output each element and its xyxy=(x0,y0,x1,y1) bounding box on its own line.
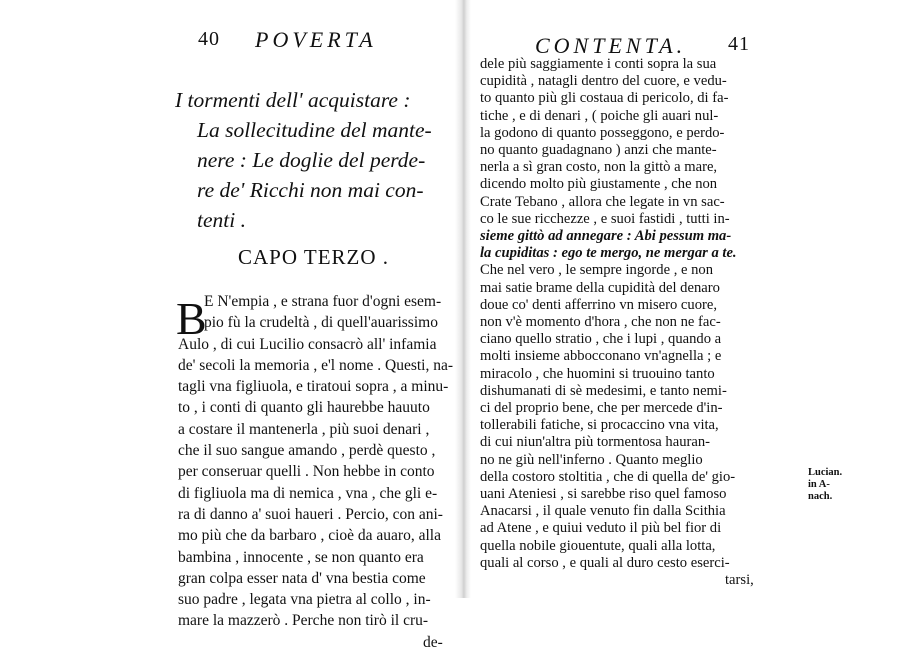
text-line: quali al corso , e quali al duro cesto eserci- xyxy=(480,554,730,571)
text-line: mai satie brame della cupidità del denaro xyxy=(480,279,720,296)
text-line: co le sue ricchezze , e suoi fastidi , tutti in- xyxy=(480,210,730,227)
text-line: dishumanati di sè medesimi, e tanto nemi- xyxy=(480,382,727,399)
text-line: tollerabili fatiche, si procaccino vna vita, xyxy=(480,417,719,434)
latin-quote-line: sieme gittò ad annegare : Abi pessum ma- xyxy=(480,228,732,245)
text-line: tiche , e di denari , ( poiche gli auari nul- xyxy=(480,107,719,124)
left-page-number: 40 xyxy=(198,28,220,50)
text-line: ci del proprio bene, che per mercede d'in- xyxy=(480,400,723,417)
text-line: non v'è momento d'hora , che non ne fac- xyxy=(480,314,721,331)
text-line: nerla a sì gran costo, non la gittò a mare, xyxy=(480,159,718,176)
text-line: molti insieme abbocconano vn'agnella ; e xyxy=(480,348,722,365)
text-line: mare la mazzerò . Perche non tirò il cru- xyxy=(178,612,429,630)
chapter-title: CAPO TERZO . xyxy=(238,245,390,269)
text-line: no quanto guadagnano ) anzi che mante- xyxy=(480,142,717,159)
margin-note-line: Lucian. xyxy=(808,467,843,478)
catchword: tarsi, xyxy=(725,572,754,589)
text-line: Anacarsi , il quale venuto fin dalla Scithia xyxy=(480,503,726,520)
text-line: dicendo molto più giustamente , che non xyxy=(480,176,718,193)
text-line: ad Atene , e quiui veduto il più bel fior di xyxy=(480,520,722,537)
summary-line: re de' Ricchi non mai con- xyxy=(197,178,424,202)
text-line: to , i conti di quanto gli haurebbe hauuto xyxy=(178,399,430,417)
text-line: suo padre , legata vna pietra al collo , in- xyxy=(178,591,431,609)
left-body-text xyxy=(178,291,453,653)
text-line: tagli vna figliuola, e tiratoui sopra , a minu- xyxy=(178,378,449,396)
text-line: miracolo , che huomini si truouino tanto xyxy=(480,365,715,382)
text-line: de' secoli la memoria , e'l nome . Questi, na- xyxy=(178,356,454,374)
text-line: per conseruar quelli . Non hebbe in conto xyxy=(178,463,435,481)
text-line: quella nobile giouentute, quali alla lotta, xyxy=(480,537,716,554)
summary-line: tenti . xyxy=(197,208,246,232)
catchword: de- xyxy=(423,633,443,651)
text-line: doue co' denti afferrino vn misero cuore, xyxy=(480,296,717,313)
chapter-summary xyxy=(175,85,465,235)
summary-line: La sollecitudine del mante- xyxy=(197,118,432,142)
right-body-text xyxy=(480,56,754,589)
text-line: gran colpa esser nata d' vna bestia come xyxy=(178,569,426,587)
text-line: to quanto più gli costaua di pericolo, di fa- xyxy=(480,90,729,107)
text-line: cupidità , natagli dentro del cuore, e vedu- xyxy=(480,73,727,90)
text-line: ciano quello stratio , che i lupi , quando a xyxy=(480,331,722,348)
left-running-head: POVERTA xyxy=(255,27,377,52)
text-line: Aulo , di cui Lucilio consacrò all' infamia xyxy=(178,335,437,353)
text-line: no ne giù nell'inferno . Quanto meglio xyxy=(480,451,703,468)
text-line: di cui niun'altra più tormentosa hauran- xyxy=(480,434,710,451)
text-line: che il suo sangue amando , perdè questo , xyxy=(178,442,436,460)
right-page-number: 41 xyxy=(728,33,750,55)
text-line: E N'empia , e strana fuor d'ogni esem- xyxy=(204,293,442,310)
summary-line: nere : Le doglie del perde- xyxy=(197,148,426,172)
text-line: uani Ateniesi , si sarebbe riso quel famoso xyxy=(480,486,727,503)
text-line: Crate Tebano , allora che legate in vn sac- xyxy=(480,193,725,210)
text-line: mo più che da barbaro , cioè da auaro, alla xyxy=(178,527,441,545)
drop-cap: B xyxy=(176,293,207,344)
margin-note-line: in A- xyxy=(808,479,830,490)
margin-note-line: nach. xyxy=(808,491,833,502)
right-running-head: CONTENTA. xyxy=(535,33,687,58)
summary-line: I tormenti dell' acquistare : xyxy=(175,88,411,112)
text-line: bambina , innocente , se non quanto era xyxy=(178,548,424,566)
latin-quote-line: la cupiditas : ego te mergo, ne mergar a te. xyxy=(480,245,737,262)
text-line: pio fù la crudeltà , di quell'auarissimo xyxy=(204,314,438,332)
margin-note xyxy=(808,467,842,503)
text-line: dele più saggiamente i conti sopra la sua xyxy=(480,56,717,72)
text-line: della costoro stoltitia , che di quella de' gio- xyxy=(480,468,736,485)
text-line: di figliuola ma di nemica , vna , che gli e- xyxy=(178,484,438,502)
text-line: ra di danno a' suoi haueri . Percio, con ani- xyxy=(178,505,443,523)
text-line: Che nel vero , le sempre ingorde , e non xyxy=(480,262,714,279)
text-line: la godono di quanto posseggono, e perdo- xyxy=(480,124,725,141)
text-line: a costare il mantenerla , più suoi denari , xyxy=(178,420,430,438)
